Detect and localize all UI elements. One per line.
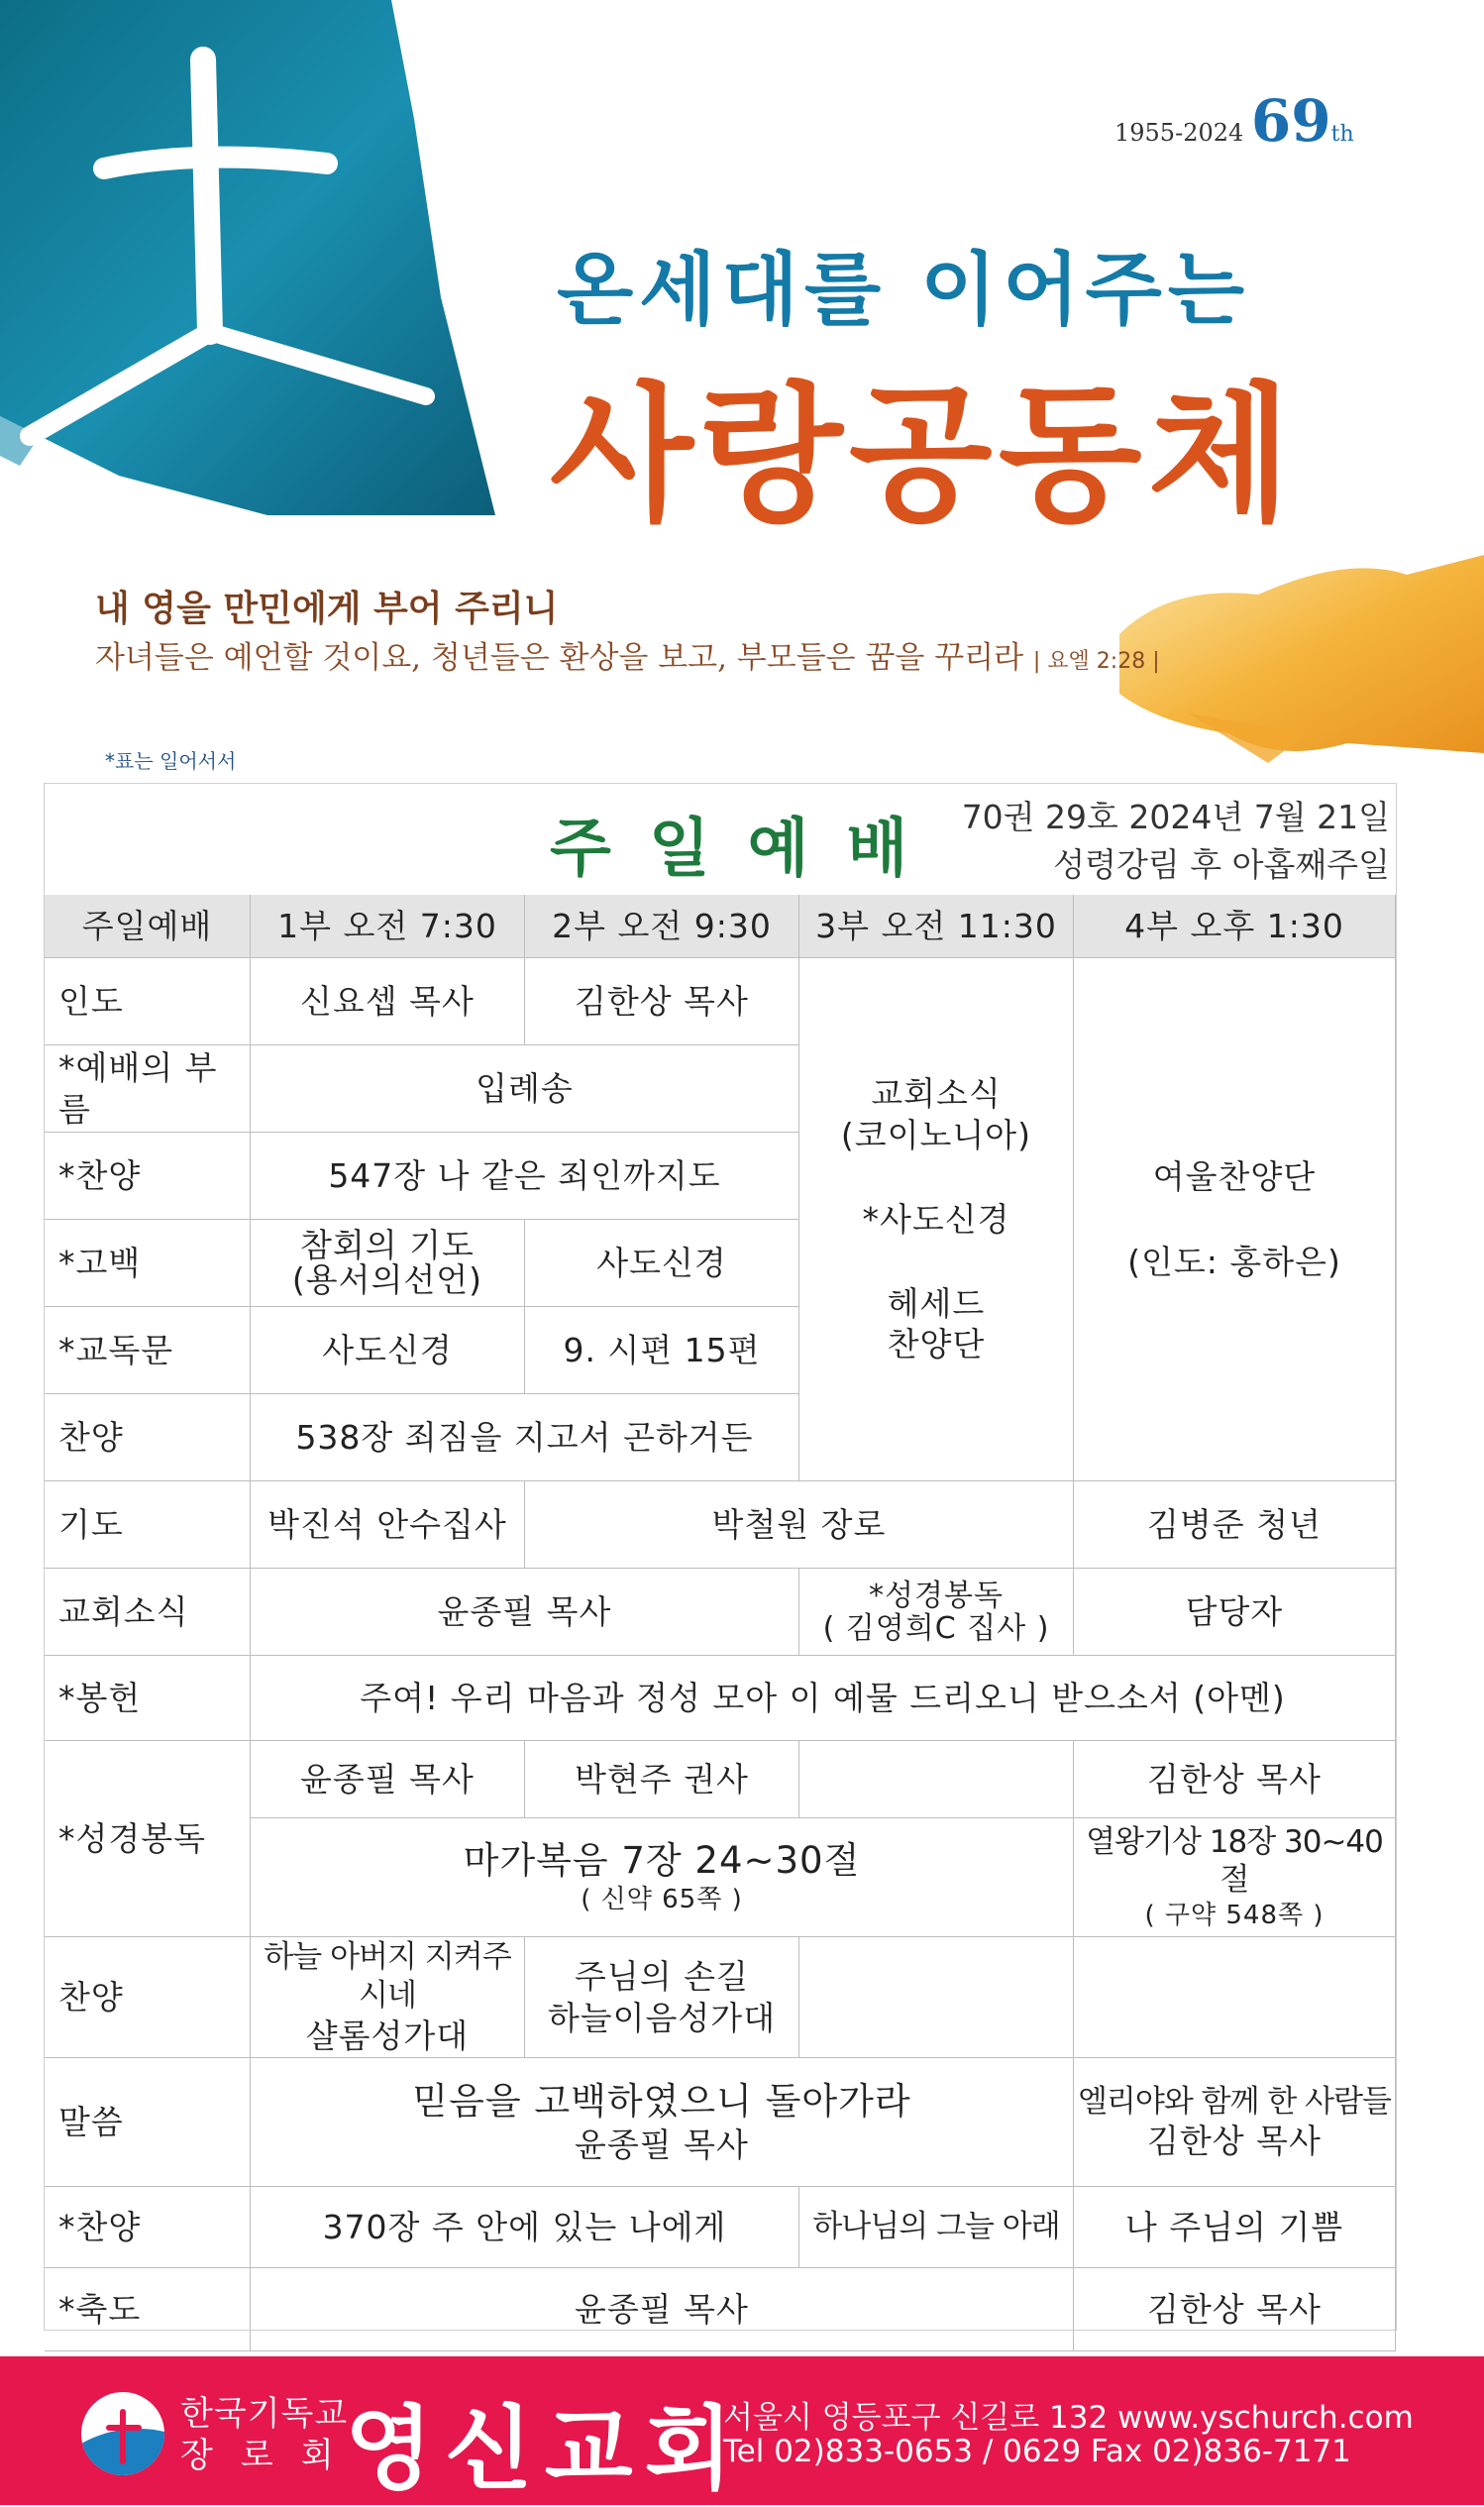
offering-prayer: 주여! 우리 마음과 정성 모아 이 예물 드리오니 받으소서 (아멘) — [251, 1656, 1396, 1741]
verse-line1: 내 영을 만민에게 부어 주리니 — [95, 589, 559, 629]
choir2-song: 주님의 손길 — [575, 1957, 749, 1997]
confession-a: 참회의 기도 — [300, 1225, 475, 1264]
row-label-hymn1: *찬양 — [45, 1133, 251, 1220]
responsive-service1: 사도신경 — [251, 1307, 525, 1394]
hymn-second: 538장 죄짐을 지고서 곤하거든 — [251, 1394, 799, 1481]
scripture-service4: 김한상 목사 — [1074, 1741, 1396, 1818]
s3-creed: *사도신경 — [862, 1199, 1010, 1239]
row-label-hymn3: *찬양 — [45, 2187, 251, 2268]
scripture-passage: 마가복음 7장 24~30절 — [463, 1839, 861, 1883]
service4-praise-block — [1074, 958, 1396, 1481]
row-label-call: *예배의 부름 — [45, 1045, 251, 1133]
confession-service2: 사도신경 — [525, 1220, 799, 1307]
col-header-service3: 3부 오전 11:30 — [799, 895, 1074, 958]
years-range: 1955-2024 — [1114, 119, 1244, 147]
s3-koinonia: (코이노니아) — [840, 1115, 1032, 1154]
standing-note: *표는 일어서서 — [105, 749, 237, 773]
hymn-closing-3: 하나님의 그늘 아래 — [799, 2187, 1074, 2268]
s3-news: 교회소식 — [871, 1074, 1002, 1114]
benediction-service4: 김한상 목사 — [1074, 2268, 1396, 2351]
s4-team: 여울찬양단 — [1152, 1157, 1317, 1197]
church-phone: Tel 02)833-0653 / 0629 Fax 02)836-7171 — [723, 2434, 1351, 2469]
bulletin-title-band — [45, 784, 1396, 896]
prayer-service4: 김병준 청년 — [1074, 1481, 1396, 1569]
subtitle-line1: 온세대를 이어주는 — [557, 244, 1251, 336]
row-label-offering: *봉헌 — [45, 1656, 251, 1741]
row-label-prayer: 기도 — [45, 1481, 251, 1569]
sermon-title: 믿음을 고백하였으니 돌아가라 — [412, 2079, 911, 2123]
prayer-service1: 박진석 안수집사 — [251, 1481, 525, 1569]
confession-service1 — [251, 1220, 525, 1307]
choir2-name: 하늘이음성가대 — [547, 1998, 777, 2037]
church-footer — [0, 2356, 1484, 2505]
col-header-service2: 2부 오전 9:30 — [525, 895, 799, 958]
row-label-benediction: *축도 — [45, 2268, 251, 2351]
anniversary-years — [1114, 87, 1354, 155]
sermon-main — [251, 2058, 1074, 2187]
denomination-line2: 장로회 — [180, 2436, 362, 2475]
choir1-song: 하늘 아버지 지켜주시네 — [264, 1939, 511, 2014]
call-to-worship: 입례송 — [251, 1045, 799, 1133]
scripture-reader: ( 김영희C 집사 ) — [822, 1610, 1050, 1646]
confession-b: (용서의선언) — [291, 1259, 483, 1299]
scripture-passage-4: 열왕기상 18장 30~40절 — [1086, 1823, 1383, 1899]
order-grid — [45, 895, 1396, 2351]
row-label-responsive: *교독문 — [45, 1307, 251, 1394]
col-header-service1: 1부 오전 7:30 — [251, 895, 525, 958]
news-service4: 담당자 — [1074, 1569, 1396, 1656]
anniversary-number: 69 — [1250, 87, 1331, 155]
scripture-reading-label: *성경봉독 — [869, 1578, 1004, 1613]
verse-ref: | 요엘 2:28 | — [1032, 649, 1160, 674]
prayer-service23: 박철원 장로 — [525, 1481, 1074, 1569]
row-label-choir: 찬양 — [45, 1937, 251, 2058]
row-label-leader: 인도 — [45, 958, 251, 1045]
issue-info: 70권 29호 2024년 7월 21일 — [961, 798, 1390, 836]
hymn-closing-12: 370장 주 안에 있는 나에게 — [251, 2187, 799, 2268]
news-service3 — [799, 1569, 1074, 1656]
scripture-service3 — [799, 1741, 1074, 1818]
verse-text: 자녀들은 예언할 것이요, 청년들은 환상을 보고, 부모들은 꿈을 꾸리라 — [95, 640, 1024, 676]
row-label-sermon: 말씀 — [45, 2058, 251, 2187]
scripture-page: ( 신약 65쪽 ) — [581, 1885, 743, 1915]
hymn-closing-4: 나 주님의 기쁨 — [1074, 2187, 1396, 2268]
sermon-service4 — [1074, 2058, 1396, 2187]
row-label-hymn2: 찬양 — [45, 1394, 251, 1481]
subtitle-line2: 사랑공동체 — [550, 370, 1298, 542]
benediction-main: 윤종필 목사 — [251, 2268, 1074, 2351]
scripture-passage-s4 — [1074, 1818, 1396, 1937]
news-service12: 윤종필 목사 — [251, 1569, 799, 1656]
row-label-news: 교회소식 — [45, 1569, 251, 1656]
s4-leader: (인도: 홍하은) — [1127, 1242, 1341, 1281]
liturgical-season: 성령강림 후 아홉째주일 — [1053, 845, 1390, 884]
row-label-scripture: *성경봉독 — [45, 1741, 251, 1937]
choir-service2 — [525, 1937, 799, 2058]
church-name: 영신교회 — [345, 2396, 745, 2502]
choir1-name: 샬롬성가대 — [305, 2016, 470, 2055]
verse-line2 — [95, 632, 1160, 677]
leader-service1: 신요셉 목사 — [251, 958, 525, 1045]
col-header-label: 주일예배 — [45, 895, 251, 958]
scripture-passage-main — [251, 1818, 1074, 1937]
responsive-service2: 9. 시편 15편 — [525, 1307, 799, 1394]
anniversary-suffix: th — [1330, 122, 1354, 147]
choir-service4 — [1074, 1937, 1396, 2058]
sermon4-preacher: 김한상 목사 — [1147, 2122, 1322, 2161]
scripture-service2: 박현주 권사 — [525, 1741, 799, 1818]
choir-service1 — [251, 1937, 525, 2058]
church-address[interactable]: 서울시 영등포구 신길로 132 www.yschurch.com — [723, 2400, 1414, 2436]
worship-order-table — [44, 783, 1397, 2331]
bulletin-title: 주일예배 — [550, 813, 946, 886]
col-header-service4: 4부 오후 1:30 — [1074, 895, 1396, 958]
sermon-preacher: 윤종필 목사 — [575, 2126, 749, 2164]
s3-team-a: 헤세드 — [887, 1284, 986, 1324]
leader-service2: 김한상 목사 — [525, 958, 799, 1045]
scripture-service1: 윤종필 목사 — [251, 1741, 525, 1818]
scripture-page-4: ( 구약 548쪽 ) — [1144, 1901, 1325, 1930]
hymn-opening: 547장 나 같은 죄인까지도 — [251, 1133, 799, 1220]
church-logo-icon — [81, 2392, 164, 2475]
s3-team-b: 찬양단 — [887, 1325, 986, 1364]
choir-service3 — [799, 1937, 1074, 2058]
service3-praise-block — [799, 958, 1074, 1481]
denomination-line1: 한국기독교 — [180, 2394, 349, 2434]
sermon4-title: 엘리야와 함께 한 사람들 — [1077, 2083, 1392, 2120]
row-label-confession: *고백 — [45, 1220, 251, 1307]
